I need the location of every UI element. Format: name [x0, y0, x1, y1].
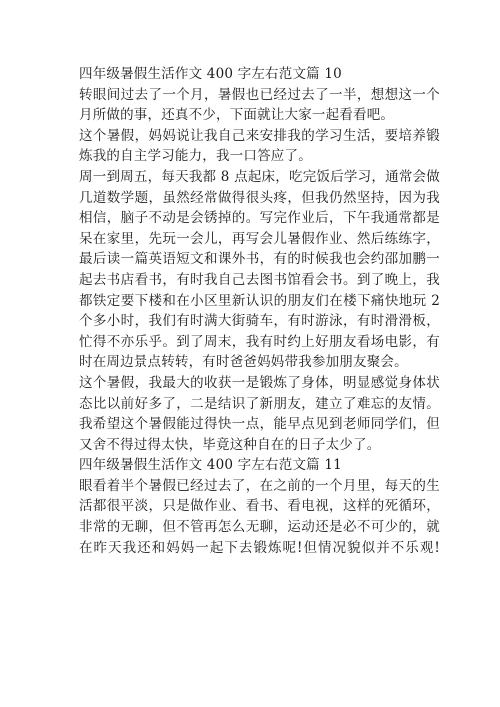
- paragraph-line: 时在周边景点转转，有时爸爸妈妈带我参加朋友聚会。: [79, 354, 408, 371]
- paragraph-line: 起去书店看书，有时我自己去图书馆看会书。到了晚上，我: [79, 271, 440, 288]
- paragraph-line: 在昨天我还和妈妈一起下去锻炼呢!但情况貌似并不乐观!: [79, 539, 440, 556]
- paragraph-line: 相信，脑子不动是会锈掉的。写完作业后，下午我通常都是: [79, 210, 440, 227]
- paragraph-line: 我希望这个暑假能过得快一点，能早点见到老师同学们，但: [79, 416, 440, 433]
- paragraph-line: 周一到周五，每天我都 8 点起床，吃完饭后学习，通常会做: [79, 168, 440, 185]
- paragraph-line: 最后读一篇英语短文和课外书，有的时候我也会约邵加鹏一: [79, 251, 440, 268]
- paragraph-line: 活都很平淡，只是做作业、看书、看电视，这样的死循环，: [79, 498, 440, 515]
- paragraph-line: 都铁定要下楼和在小区里新认识的朋友们在楼下痛快地玩 2: [79, 292, 440, 309]
- paragraph-line: 几道数学题，虽然经常做得很头疼，但我仍然坚持，因为我: [79, 189, 440, 206]
- paragraph-line: 炼我的自主学习能力，我一口答应了。: [79, 148, 312, 165]
- paragraph-line: 态比以前好多了，二是结识了新朋友，建立了难忘的友情。: [79, 395, 440, 412]
- paragraph-line: 忙得不亦乐乎。到了周末，我有时约上好朋友看场电影，有: [79, 333, 440, 350]
- paragraph-line: 眼看着半个暑假已经过去了，在之前的一个月里，每天的生: [79, 477, 440, 494]
- section-heading: 四年级暑假生活作文 400 字左右范文篇 11: [79, 457, 342, 474]
- paragraph-line: 月所做的事，还真不少，下面就让大家一起看看吧。: [79, 107, 395, 124]
- paragraph-line: 非常的无聊，但不管再怎么无聊，运动还是必不可少的，就: [79, 519, 440, 536]
- paragraph-line: 这个暑假，妈妈说让我自己来安排我的学习生活，要培养锻: [79, 127, 440, 144]
- paragraph-line: 又舍不得过得太快，毕竟这种自在的日子太少了。: [79, 436, 381, 453]
- paragraph-line: 个多小时，我们有时满大街骑车，有时游泳，有时滑滑板，: [79, 313, 440, 330]
- paragraph-line: 这个暑假，我最大的收获一是锻炼了身体，明显感觉身体状: [79, 374, 440, 391]
- paragraph-line: 转眼间过去了一个月，暑假也已经过去了一半，想想这一个: [79, 86, 440, 103]
- section-heading: 四年级暑假生活作文 400 字左右范文篇 10: [79, 66, 342, 82]
- paragraph-line: 呆在家里，先玩一会儿，再写会儿暑假作业、然后练练字，: [79, 230, 440, 247]
